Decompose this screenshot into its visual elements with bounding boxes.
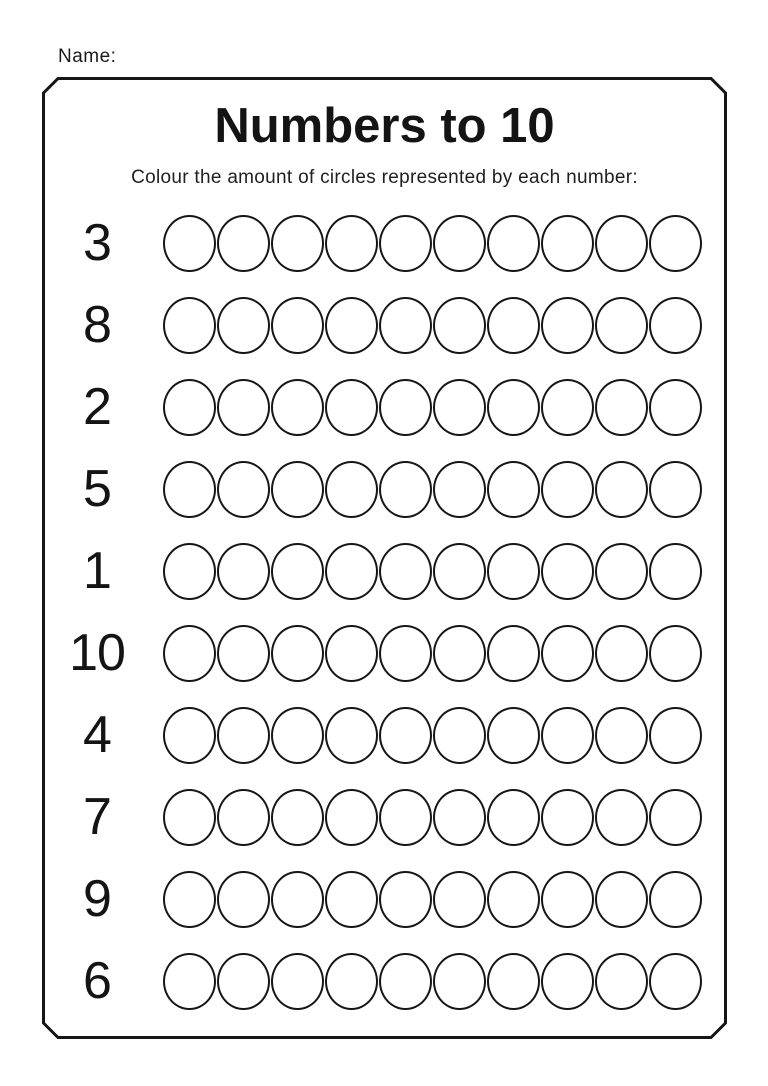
circle[interactable] [487, 707, 540, 764]
circle[interactable] [433, 215, 486, 272]
circle[interactable] [595, 707, 648, 764]
row-number: 10 [69, 624, 125, 682]
circle-row [163, 543, 702, 600]
circle[interactable] [433, 379, 486, 436]
circle[interactable] [217, 461, 270, 518]
circle[interactable] [379, 625, 432, 682]
circle[interactable] [325, 625, 378, 682]
circle[interactable] [325, 953, 378, 1010]
circle-row [163, 461, 702, 518]
circle[interactable] [379, 789, 432, 846]
circle[interactable] [217, 297, 270, 354]
worksheet-instruction: Colour the amount of circles represented by each number: [131, 167, 638, 189]
circle[interactable] [379, 297, 432, 354]
circle[interactable] [541, 215, 594, 272]
circle[interactable] [595, 543, 648, 600]
worksheet-row [42, 530, 727, 612]
circle[interactable] [541, 953, 594, 1010]
circle[interactable] [487, 543, 540, 600]
circle[interactable] [379, 379, 432, 436]
circle-row [163, 625, 702, 682]
worksheet-row [42, 202, 727, 284]
name-label: Name: [58, 46, 117, 67]
worksheet-row [42, 366, 727, 448]
worksheet-box [42, 77, 727, 1039]
row-number: 5 [83, 460, 111, 518]
circle[interactable] [271, 789, 324, 846]
circle[interactable] [433, 297, 486, 354]
circle[interactable] [271, 297, 324, 354]
circle[interactable] [325, 379, 378, 436]
circle[interactable] [163, 543, 216, 600]
worksheet-row [42, 858, 727, 940]
circle-row [163, 379, 702, 436]
circle[interactable] [541, 789, 594, 846]
worksheet-row [42, 448, 727, 530]
worksheet-row [42, 940, 727, 1022]
circle[interactable] [217, 707, 270, 764]
circle[interactable] [163, 379, 216, 436]
circle[interactable] [487, 953, 540, 1010]
circle[interactable] [541, 543, 594, 600]
circle[interactable] [541, 707, 594, 764]
circle[interactable] [595, 789, 648, 846]
row-number: 4 [83, 706, 111, 764]
circle[interactable] [163, 625, 216, 682]
circle[interactable] [325, 543, 378, 600]
circle[interactable] [595, 461, 648, 518]
circle[interactable] [271, 379, 324, 436]
circle[interactable] [433, 625, 486, 682]
row-number: 6 [83, 952, 111, 1010]
circle[interactable] [649, 625, 702, 682]
row-number: 7 [83, 788, 111, 846]
circle[interactable] [649, 461, 702, 518]
circle[interactable] [487, 789, 540, 846]
circle[interactable] [271, 871, 324, 928]
circle[interactable] [325, 707, 378, 764]
circle[interactable] [271, 215, 324, 272]
row-number: 2 [83, 378, 111, 436]
circle[interactable] [433, 707, 486, 764]
worksheet-row [42, 776, 727, 858]
circle[interactable] [217, 543, 270, 600]
circle[interactable] [595, 297, 648, 354]
worksheet-row [42, 694, 727, 776]
circle[interactable] [541, 297, 594, 354]
circle[interactable] [325, 461, 378, 518]
circle[interactable] [163, 707, 216, 764]
circle[interactable] [271, 953, 324, 1010]
circle[interactable] [487, 625, 540, 682]
circle[interactable] [487, 297, 540, 354]
circle[interactable] [325, 297, 378, 354]
circle[interactable] [163, 297, 216, 354]
circle[interactable] [649, 543, 702, 600]
circle[interactable] [595, 953, 648, 1010]
circle[interactable] [649, 707, 702, 764]
circle[interactable] [325, 215, 378, 272]
circle[interactable] [217, 871, 270, 928]
circle[interactable] [379, 953, 432, 1010]
circle[interactable] [649, 871, 702, 928]
circle[interactable] [595, 379, 648, 436]
circle-row [163, 297, 702, 354]
circle[interactable] [595, 215, 648, 272]
circle[interactable] [487, 379, 540, 436]
circle[interactable] [271, 707, 324, 764]
circle[interactable] [163, 953, 216, 1010]
circle[interactable] [541, 625, 594, 682]
circle[interactable] [379, 215, 432, 272]
row-number: 9 [83, 870, 111, 928]
worksheet-header [42, 101, 727, 189]
row-number: 1 [83, 542, 111, 600]
worksheet-row [42, 284, 727, 366]
circle[interactable] [595, 625, 648, 682]
circle[interactable] [163, 789, 216, 846]
circle-row [163, 953, 702, 1010]
circle[interactable] [541, 379, 594, 436]
circle-row [163, 789, 702, 846]
worksheet-title: Numbers to 10 [214, 99, 555, 153]
circle-row [163, 215, 702, 272]
circle[interactable] [271, 543, 324, 600]
circle[interactable] [649, 379, 702, 436]
circle[interactable] [217, 215, 270, 272]
circle[interactable] [487, 871, 540, 928]
circle[interactable] [217, 379, 270, 436]
rows [42, 202, 727, 1022]
circle[interactable] [433, 543, 486, 600]
circle[interactable] [649, 215, 702, 272]
circle[interactable] [433, 789, 486, 846]
circle[interactable] [271, 461, 324, 518]
circle[interactable] [379, 461, 432, 518]
circle[interactable] [595, 871, 648, 928]
circle[interactable] [163, 215, 216, 272]
circle[interactable] [541, 461, 594, 518]
circle[interactable] [271, 625, 324, 682]
circle[interactable] [163, 871, 216, 928]
circle[interactable] [541, 871, 594, 928]
circle[interactable] [649, 297, 702, 354]
circle[interactable] [325, 789, 378, 846]
circle[interactable] [217, 789, 270, 846]
worksheet-row [42, 612, 727, 694]
circle[interactable] [487, 215, 540, 272]
row-number: 3 [83, 214, 111, 272]
row-number: 8 [83, 296, 111, 354]
circle-row [163, 707, 702, 764]
circle[interactable] [433, 871, 486, 928]
circle[interactable] [379, 707, 432, 764]
circle[interactable] [433, 461, 486, 518]
circle[interactable] [163, 461, 216, 518]
circle[interactable] [325, 871, 378, 928]
circle[interactable] [433, 953, 486, 1010]
circle[interactable] [217, 625, 270, 682]
circle-row [163, 871, 702, 928]
circle[interactable] [649, 789, 702, 846]
circle[interactable] [649, 953, 702, 1010]
circle[interactable] [379, 871, 432, 928]
circle[interactable] [379, 543, 432, 600]
circle[interactable] [217, 953, 270, 1010]
circle[interactable] [487, 461, 540, 518]
